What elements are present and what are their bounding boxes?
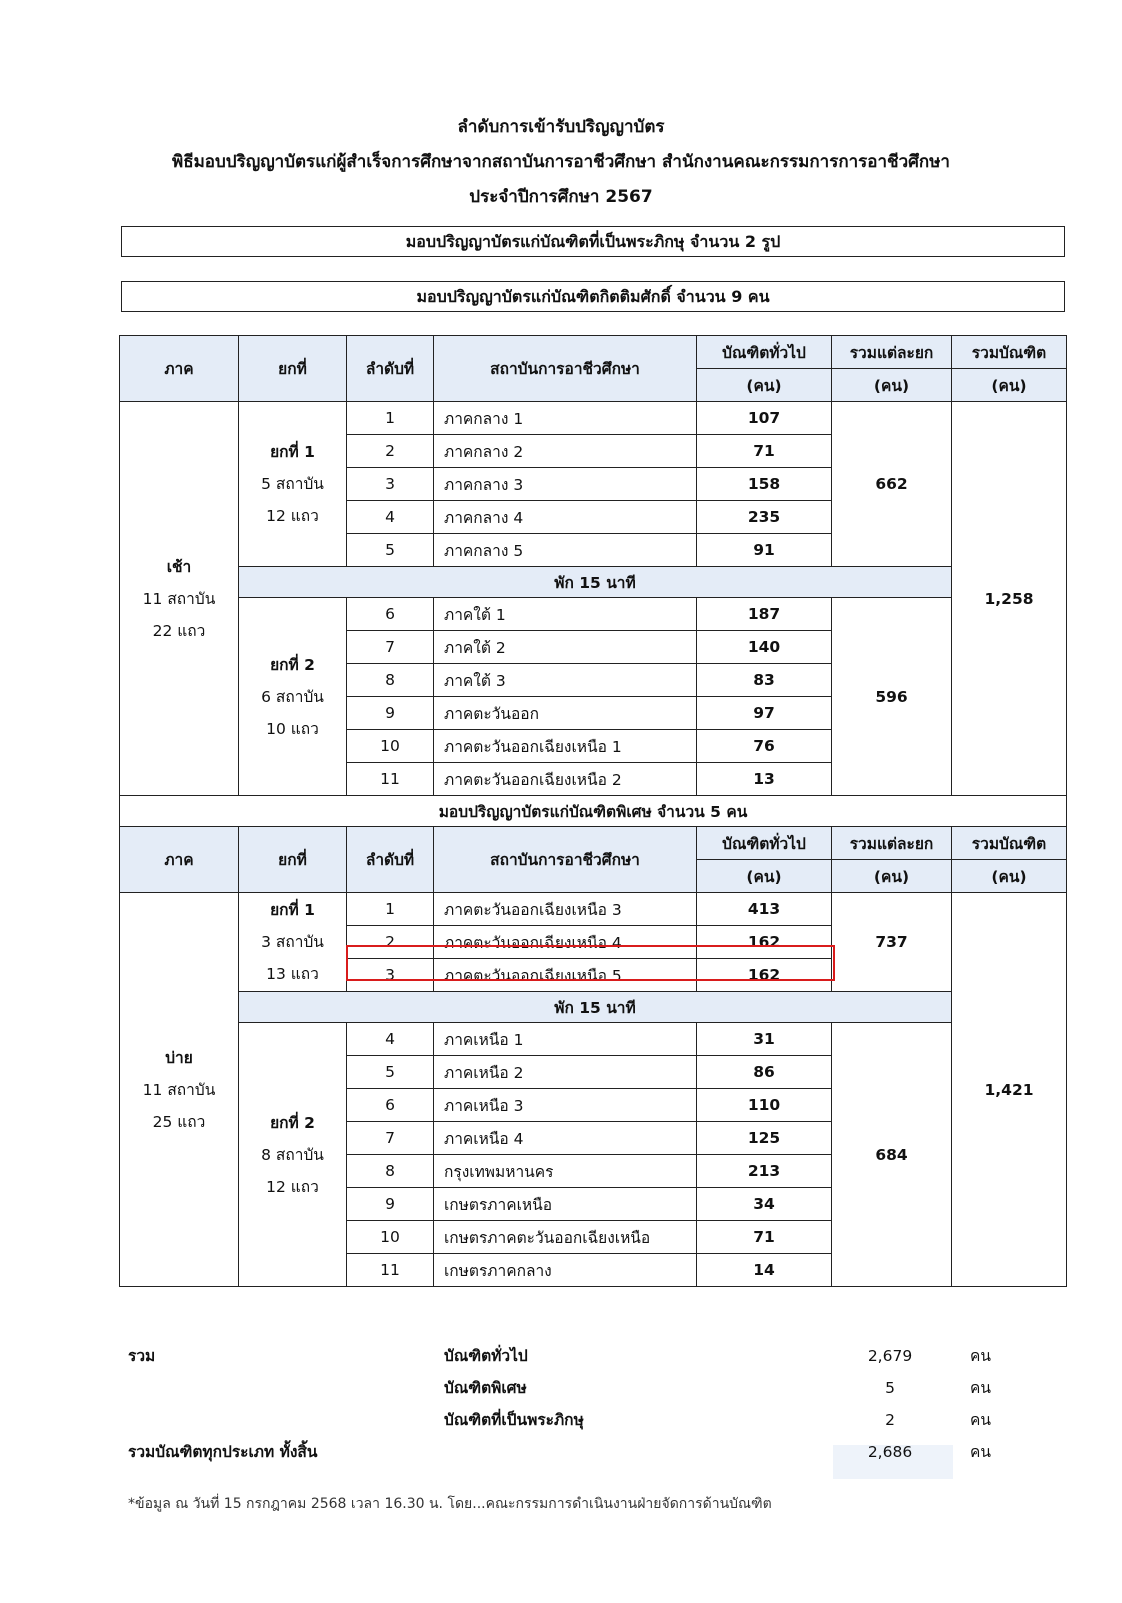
break-row [120,567,1067,598]
count-cell: 140 [697,631,832,664]
special-band-row [120,796,1067,827]
order-cell: 7 [347,1122,434,1155]
summary-unit: คน [970,1347,991,1365]
count-cell: 31 [697,1023,832,1056]
header-general: บัณฑิตทั่วไป [697,336,832,369]
session-rows: 22 แถว [152,621,206,640]
institution-cell: ภาคกลาง 1 [434,402,697,435]
session-cell-afternoon [120,893,239,1287]
institution-cell: ภาคตะวันออกเฉียงเหนือ 4 [434,926,697,959]
institution-cell: เกษตรภาคตะวันออกเฉียงเหนือ [434,1221,697,1254]
count-cell: 162 [697,959,832,992]
footnote: *ข้อมูล ณ วันที่ 15 กรกฎาคม 2568 เวลา 16.30 น. โดย...คณะกรรมการดำเนินงานฝ่ายจัดการด้านบัณฑิต [128,1496,772,1512]
summary-general-value: 2,679 [867,1347,913,1365]
summary-grand-value: 2,686 [867,1443,913,1461]
break-row [120,992,1067,1023]
header-institution: สถาบันการอาชีวศึกษา [434,827,697,893]
institution-cell: ภาคใต้ 3 [434,664,697,697]
institution-cell: ภาคตะวันออกเฉียงเหนือ 3 [434,893,697,926]
round-institutions: 6 สถาบัน [261,687,324,706]
count-cell: 187 [697,598,832,631]
order-cell: 2 [347,926,434,959]
round-label: ยกที่ 2 [270,1113,315,1132]
round-sum-cell: 684 [832,1023,952,1287]
round-institutions: 8 สถาบัน [261,1145,324,1164]
session-total-cell: 1,258 [952,402,1067,796]
round-sum-cell: 737 [832,893,952,992]
count-cell: 13 [697,763,832,796]
summary-special-value: 5 [885,1379,895,1397]
order-cell: 5 [347,1056,434,1089]
order-cell: 10 [347,1221,434,1254]
summary-general-label: บัณฑิตทั่วไป [444,1347,528,1365]
order-cell: 6 [347,1089,434,1122]
special-band: มอบปริญญาบัตรแก่บัณฑิตพิเศษ จำนวน 5 คน [120,796,1067,827]
summary-total-label: รวม [128,1347,156,1365]
header-round: ยกที่ [239,336,347,402]
header-total-unit: (คน) [952,369,1067,402]
table-row [120,1023,1067,1056]
table-header-row [120,336,1067,369]
table-header-row [120,827,1067,860]
institution-cell: ภาคกลาง 5 [434,534,697,567]
round-rows: 13 แถว [266,965,319,983]
session-institutions: 11 สถาบัน [142,1080,216,1099]
header-per-round: รวมแต่ละยก [832,827,952,860]
count-cell: 14 [697,1254,832,1287]
count-cell: 235 [697,501,832,534]
count-cell: 110 [697,1089,832,1122]
institution-cell: เกษตรภาคเหนือ [434,1188,697,1221]
order-cell: 1 [347,402,434,435]
header-general-unit: (คน) [697,369,832,402]
institution-cell: ภาคใต้ 1 [434,598,697,631]
count-cell: 213 [697,1155,832,1188]
count-cell: 162 [697,926,832,959]
session-cell-morning [120,402,239,796]
count-cell: 125 [697,1122,832,1155]
order-cell: 11 [347,1254,434,1287]
round-rows: 12 แถว [266,1177,319,1196]
header-order: ลำดับที่ [347,336,434,402]
session-total-cell: 1,421 [952,893,1067,1287]
institution-cell: ภาคตะวันออก [434,697,697,730]
count-cell: 107 [697,402,832,435]
header-institution: สถาบันการอาชีวศึกษา [434,336,697,402]
break-label: พัก 15 นาที [239,567,952,598]
session-label: เช้า [166,557,192,576]
order-cell: 4 [347,1023,434,1056]
break-label: พัก 15 นาที [239,992,952,1023]
order-cell: 9 [347,697,434,730]
round-rows: 10 แถว [266,719,319,738]
institution-cell: ภาคเหนือ 2 [434,1056,697,1089]
order-cell: 8 [347,664,434,697]
round-label: ยกที่ 1 [270,901,315,919]
round-cell [239,1023,347,1287]
summary-unit: คน [970,1443,991,1461]
count-cell: 34 [697,1188,832,1221]
count-cell: 158 [697,468,832,501]
session-institutions: 11 สถาบัน [142,589,216,608]
institution-cell: เกษตรภาคกลาง [434,1254,697,1287]
round-institutions: 5 สถาบัน [261,475,324,493]
institution-cell: ภาคตะวันออกเฉียงเหนือ 5 [434,959,697,992]
institution-cell: ภาคตะวันออกเฉียงเหนือ 1 [434,730,697,763]
institution-cell: ภาคเหนือ 1 [434,1023,697,1056]
summary-monk-label: บัณฑิตที่เป็นพระภิกษุ [444,1411,584,1429]
institution-cell: ภาคเหนือ 4 [434,1122,697,1155]
header-total-unit: (คน) [952,860,1067,893]
order-cell: 6 [347,598,434,631]
round-sum-cell: 596 [832,598,952,796]
round-rows: 12 แถว [266,507,319,525]
count-cell: 91 [697,534,832,567]
order-cell: 5 [347,534,434,567]
count-cell: 71 [697,435,832,468]
institution-cell: ภาคตะวันออกเฉียงเหนือ 2 [434,763,697,796]
order-cell: 1 [347,893,434,926]
table-row [120,893,1067,926]
count-cell: 83 [697,664,832,697]
header-per-round-unit: (คน) [832,860,952,893]
header-region: ภาค [120,827,239,893]
table-row [120,402,1067,435]
header-per-round-unit: (คน) [832,369,952,402]
institution-cell: ภาคกลาง 4 [434,501,697,534]
round-cell [239,893,347,992]
round-label: ยกที่ 1 [270,443,315,461]
table-row [120,598,1067,631]
institution-cell: ภาคกลาง 3 [434,468,697,501]
order-cell: 2 [347,435,434,468]
institution-cell: ภาคกลาง 2 [434,435,697,468]
document-title [0,110,1122,215]
institution-cell: ภาคเหนือ 3 [434,1089,697,1122]
count-cell: 76 [697,730,832,763]
header-total: รวมบัณฑิต [952,827,1067,860]
header-general-unit: (คน) [697,860,832,893]
summary-unit: คน [970,1379,991,1397]
header-total: รวมบัณฑิต [952,336,1067,369]
institution-cell: ภาคใต้ 2 [434,631,697,664]
order-cell: 3 [347,468,434,501]
order-cell: 7 [347,631,434,664]
title-line-2: พิธีมอบปริญญาบัตรแก่ผู้สำเร็จการศึกษาจากสถาบันการอาชีวศึกษา สำนักงานคณะกรรมการการอาชีวศึกษา [172,152,950,172]
order-cell: 11 [347,763,434,796]
ceremony-table [119,335,1067,1287]
header-order: ลำดับที่ [347,827,434,893]
order-cell: 8 [347,1155,434,1188]
title-line-1: ลำดับการเข้ารับปริญญาบัตร [457,117,665,137]
summary-unit: คน [970,1411,991,1429]
honorary-box: มอบปริญญาบัตรแก่บัณฑิตกิตติมศักดิ์ จำนวน 9 คน [121,281,1065,312]
round-label: ยกที่ 2 [270,655,315,674]
round-cell [239,402,347,567]
count-cell: 413 [697,893,832,926]
header-general: บัณฑิตทั่วไป [697,827,832,860]
header-round: ยกที่ [239,827,347,893]
title-line-3: ประจำปีการศึกษา 2567 [469,187,653,207]
count-cell: 71 [697,1221,832,1254]
monks-box: มอบปริญญาบัตรแก่บัณฑิตที่เป็นพระภิกษุ จำนวน 2 รูป [121,226,1065,257]
round-institutions: 3 สถาบัน [261,933,324,951]
count-cell: 86 [697,1056,832,1089]
count-cell: 97 [697,697,832,730]
order-cell: 9 [347,1188,434,1221]
round-sum-cell: 662 [832,402,952,567]
header-region: ภาค [120,336,239,402]
round-cell [239,598,347,796]
order-cell: 4 [347,501,434,534]
summary-special-label: บัณฑิตพิเศษ [444,1379,527,1397]
order-cell: 10 [347,730,434,763]
summary-monk-value: 2 [885,1411,895,1429]
summary-grand-label: รวมบัณฑิตทุกประเภท ทั้งสิ้น [128,1443,318,1461]
header-per-round: รวมแต่ละยก [832,336,952,369]
institution-cell: กรุงเทพมหานคร [434,1155,697,1188]
session-label: บ่าย [165,1048,193,1067]
order-cell: 3 [347,959,434,992]
session-rows: 25 แถว [152,1112,206,1131]
